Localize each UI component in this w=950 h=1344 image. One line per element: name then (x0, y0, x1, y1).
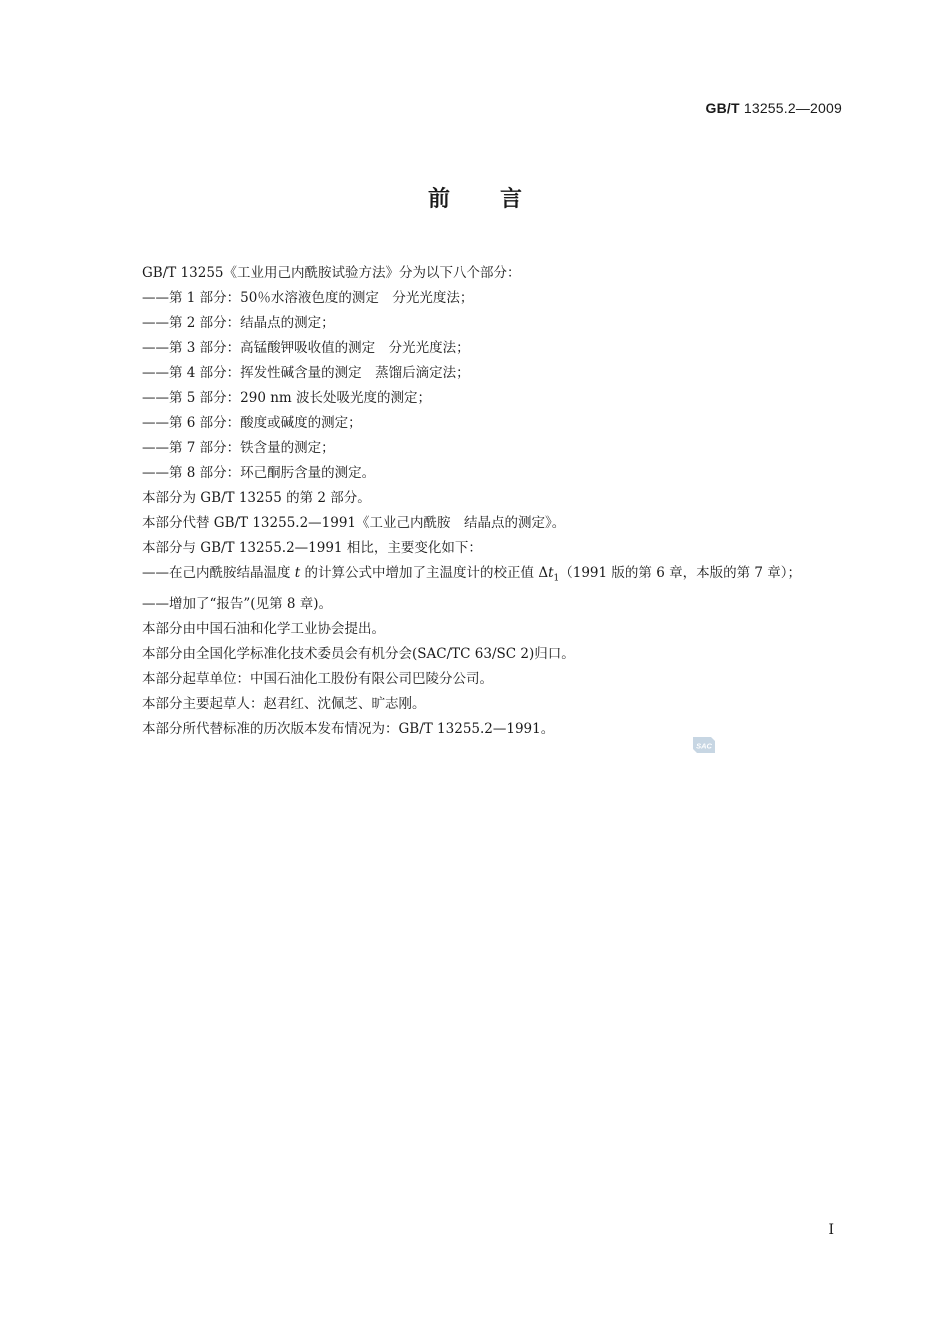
correction-subscript: 1 (553, 573, 560, 584)
replaces-line: 本部分代替 GB/T 13255.2—1991《工业己内酰胺 结晶点的测定》。 (142, 515, 566, 531)
history-line: 本部分所代替标准的历次版本发布情况为：GB/T 13255.2—1991。 (142, 720, 555, 737)
part-5-line: ——第 5 部分：290 nm 波长处吸光度的测定； (142, 390, 432, 406)
sac-logo-icon (690, 734, 718, 756)
scope-line: 本部分为 GB/T 13255 的第 2 部分。 (142, 490, 371, 506)
page-number: I (828, 1222, 834, 1238)
change-item-2: ——增加了“报告”(见第 8 章)。 (142, 595, 333, 612)
change-item-1: ——在己内酰胺结晶温度 t 的计算公式中增加了主温度计的校正值 $\Delta t_1(1991$ 版的第 6 章，本版的第 7 章）； (142, 565, 801, 584)
part-4-line: ——第 4 部分：挥发性碱含量的测定 蒸馏后滴定法； (142, 365, 470, 381)
part-1-line: ——第 1 部分：50％水溶液色度的测定 分光光度法； (142, 290, 474, 306)
standard-prefix: GB/T (705, 100, 740, 116)
standard-number: 13255.2—2009 (743, 100, 842, 116)
standard-code (706, 100, 843, 116)
proposer-line: 本部分由中国石油和化学工业协会提出。 (142, 620, 385, 637)
changes-intro-line: 本部分与 GB/T 13255.2—1991 相比，主要变化如下： (142, 540, 482, 556)
drafters-line: 本部分主要起草人：赵君红、沈佩芝、旷志刚。 (142, 695, 426, 712)
intro-line: GB/T 13255《工业用己内酰胺试验方法》分为以下八个部分： (142, 265, 521, 281)
page-title: 前言 (427, 187, 572, 212)
part-6-line: ——第 6 部分：酸度或碱度的测定； (142, 415, 362, 431)
svg-text:SAC: SAC (696, 741, 712, 751)
part-8-line: ——第 8 部分：环己酮肟含量的测定。 (142, 465, 376, 481)
committee-line: 本部分由全国化学标准化技术委员会有机分会(SAC/TC 63/SC 2)归口。 (142, 645, 575, 662)
correction-symbol: t (548, 565, 554, 581)
temperature-symbol: t (294, 565, 301, 581)
part-2-line: ——第 2 部分：结晶点的测定； (142, 315, 335, 331)
drafting-unit-line: 本部分起草单位：中国石油化工股份有限公司巴陵分公司。 (142, 670, 493, 687)
part-3-line: ——第 3 部分：高锰酸钾吸收值的测定 分光光度法； (142, 340, 470, 356)
part-7-line: ——第 7 部分：铁含量的测定； (142, 440, 335, 456)
preface-body (142, 261, 847, 742)
